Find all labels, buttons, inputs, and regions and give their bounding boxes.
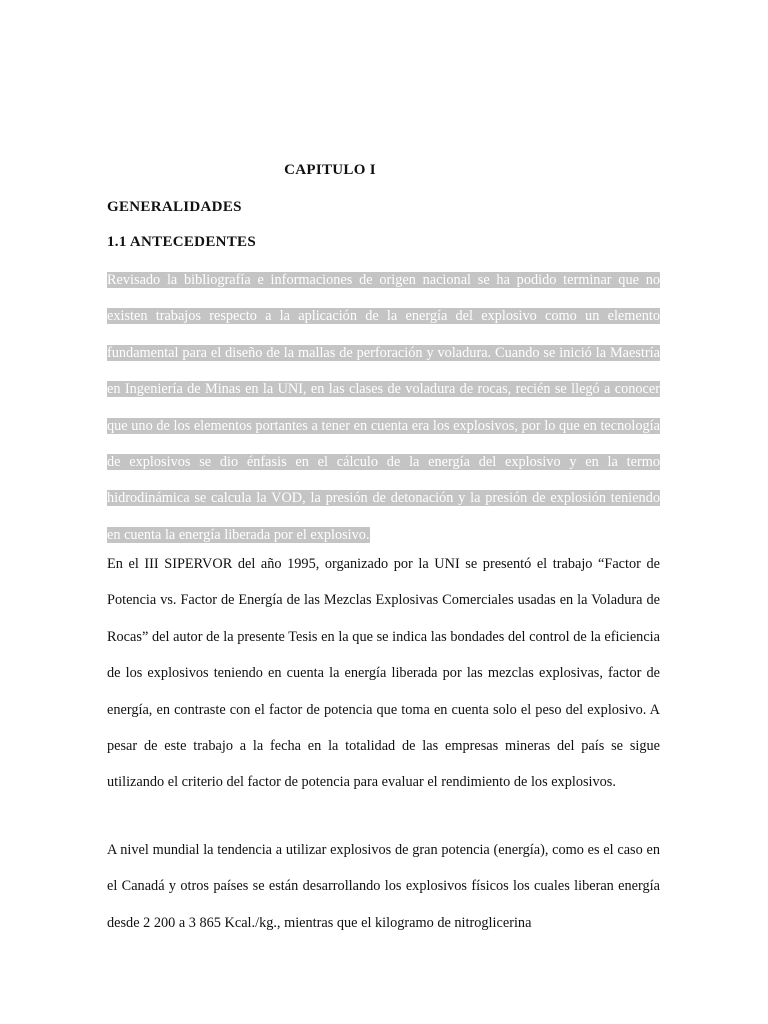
paragraph-highlighted [107,262,660,553]
paragraph: En el III SIPERVOR del año 1995, organizado por la UNI se presentó el trabajo “Factor de Potencia vs. Factor de Energía de las Mezclas Explosivas Comerciales usadas en la Voladura de Rocas” del autor de la presente Tesis en la que se indica las bondades del control de la eficiencia de los explosivos teniendo en cuenta la energía liberada por las mezclas explosivas, factor de energía, en contraste con el factor de potencia que toma en cuenta solo el peso del explosivo. A pesar de este trabajo a la fecha en la totalidad de las empresas mineras del país se sigue utilizando el criterio del factor de potencia para evaluar el rendimiento de los explosivos. [107,556,660,791]
paragraph: A nivel mundial la tendencia a utilizar explosivos de gran potencia (energía), como es el caso en el Canadá y otros países se están desarrollando los explosivos físicos los cuales liberan energía desde 2 200 a 3 865 Kcal./kg., mientras que el kilogramo de nitroglicerina [107,842,660,931]
highlighted-text: Revisado la bibliografía e informaciones de origen nacional se ha podido terminar que no existen trabajos respecto a la aplicación de la energía del explosivo como un elemento fundamental para el diseño de la mallas de perforación y voladura. Cuando se inició la Maestría en Ingeniería de Minas en la UNI, en las clases de voladura de rocas, recién se llegó a conocer que uno de los elementos portantes a tener en cuenta era los explosivos, por lo que en tecnología de explosivos se dio énfasis en el cálculo de la energía del explosivo y en la termo hidrodinámica se calcula la VOD, la presión de detonación y la presión de explosión teniendo en cuenta la energía liberada por el explosivo. [107,272,660,543]
chapter-title: CAPITULO I [284,162,376,178]
section-heading: GENERALIDADES [107,199,242,215]
subsection-heading: 1.1 ANTECEDENTES [107,234,257,250]
